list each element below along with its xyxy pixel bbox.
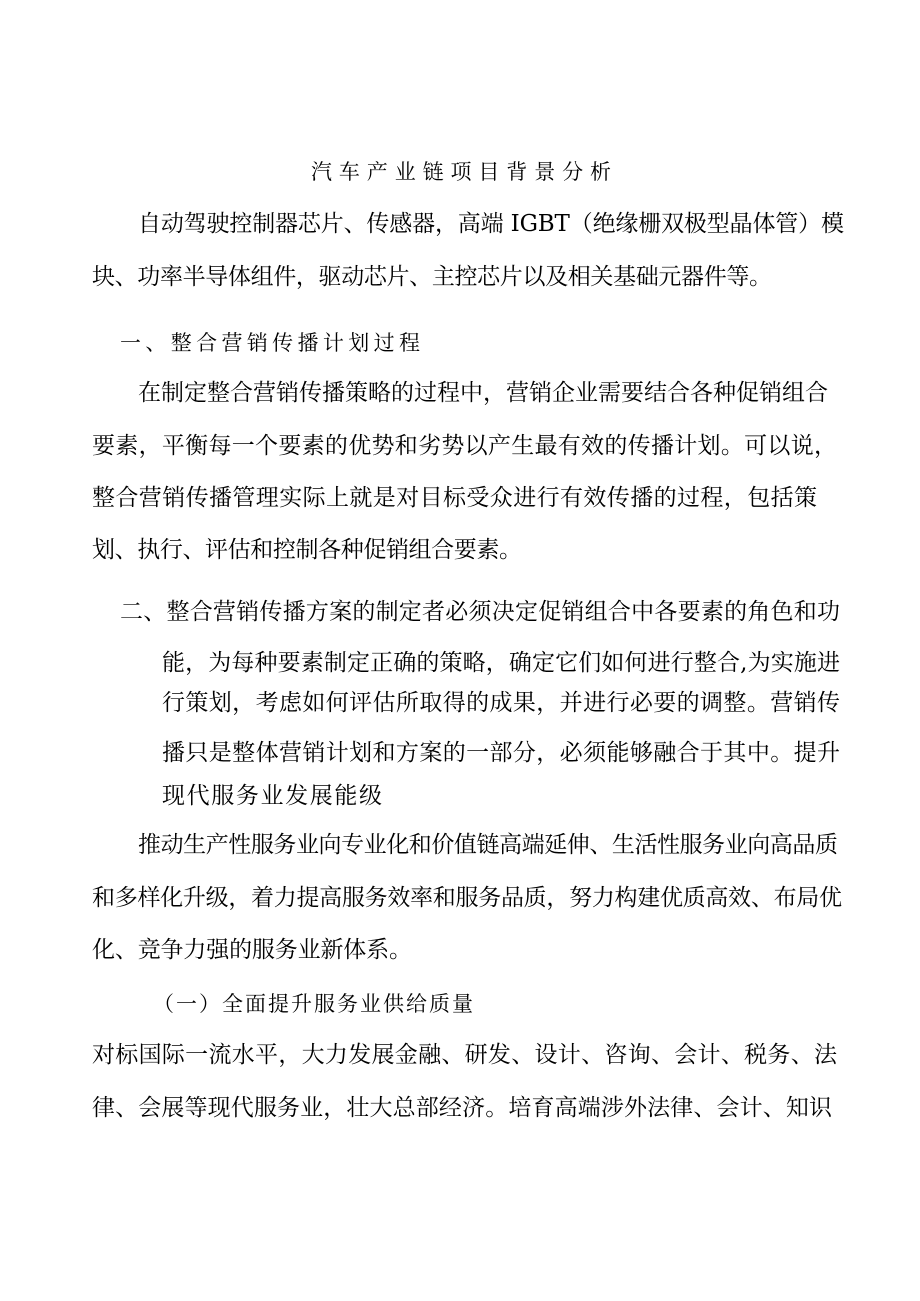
subsection-heading-1: （一）全面提升服务业供给质量 [153, 992, 475, 1016]
text-line: 在制定整合营销传播策略的过程中，营销企业需要结合各种促销组合 [138, 380, 828, 406]
text-line: 二、整合营销传播方案的制定者必须决定促销组合中各要素的角色和功 [120, 599, 841, 625]
text-line: 行策划，考虑如何评估所取得的成果，并进行必要的调整。营销传 [162, 690, 841, 716]
text-line: 要素，平衡每一个要素的优势和劣势以产生最有效的传播计划。可以说， [92, 433, 838, 459]
document-title: 汽车产业链项目背景分析 [311, 160, 618, 184]
text-line: 对标国际一流水平，大力发展金融、研发、设计、咨询、会计、税务、法 [92, 1042, 838, 1068]
section-heading-1: 一、整合营销传播计划过程 [120, 331, 425, 355]
text-line: 现代服务业发展能级 [162, 783, 384, 809]
text-line: 化、竞争力强的服务业新体系。 [92, 937, 412, 963]
text-line: 播只是整体营销计划和方案的一部分，必须能够融合于其中。提升 [162, 740, 841, 766]
text-line: 和多样化升级，着力提高服务效率和服务品质，努力构建优质高效、布局优 [92, 885, 842, 911]
text-line: 自动驾驶控制器芯片、传感器，高端 IGBT（绝缘栅双极型晶体管）模 [138, 211, 844, 237]
text-line: 划、执行、评估和控制各种促销组合要素。 [92, 537, 522, 563]
text-line: 推动生产性服务业向专业化和价值链高端延伸、生活性服务业向高品质 [138, 832, 838, 858]
text-line: 能，为每种要素制定正确的策略，确定它们如何进行整合,为实施进 [162, 650, 841, 676]
text-line: 整合营销传播管理实际上就是对目标受众进行有效传播的过程，包括策 [92, 485, 818, 511]
text-line: 块、功率半导体组件，驱动芯片、主控芯片以及相关基础元器件等。 [92, 264, 772, 290]
text-line: 律、会展等现代服务业，壮大总部经济。培育高端涉外法律、会计、知识 [92, 1095, 833, 1121]
